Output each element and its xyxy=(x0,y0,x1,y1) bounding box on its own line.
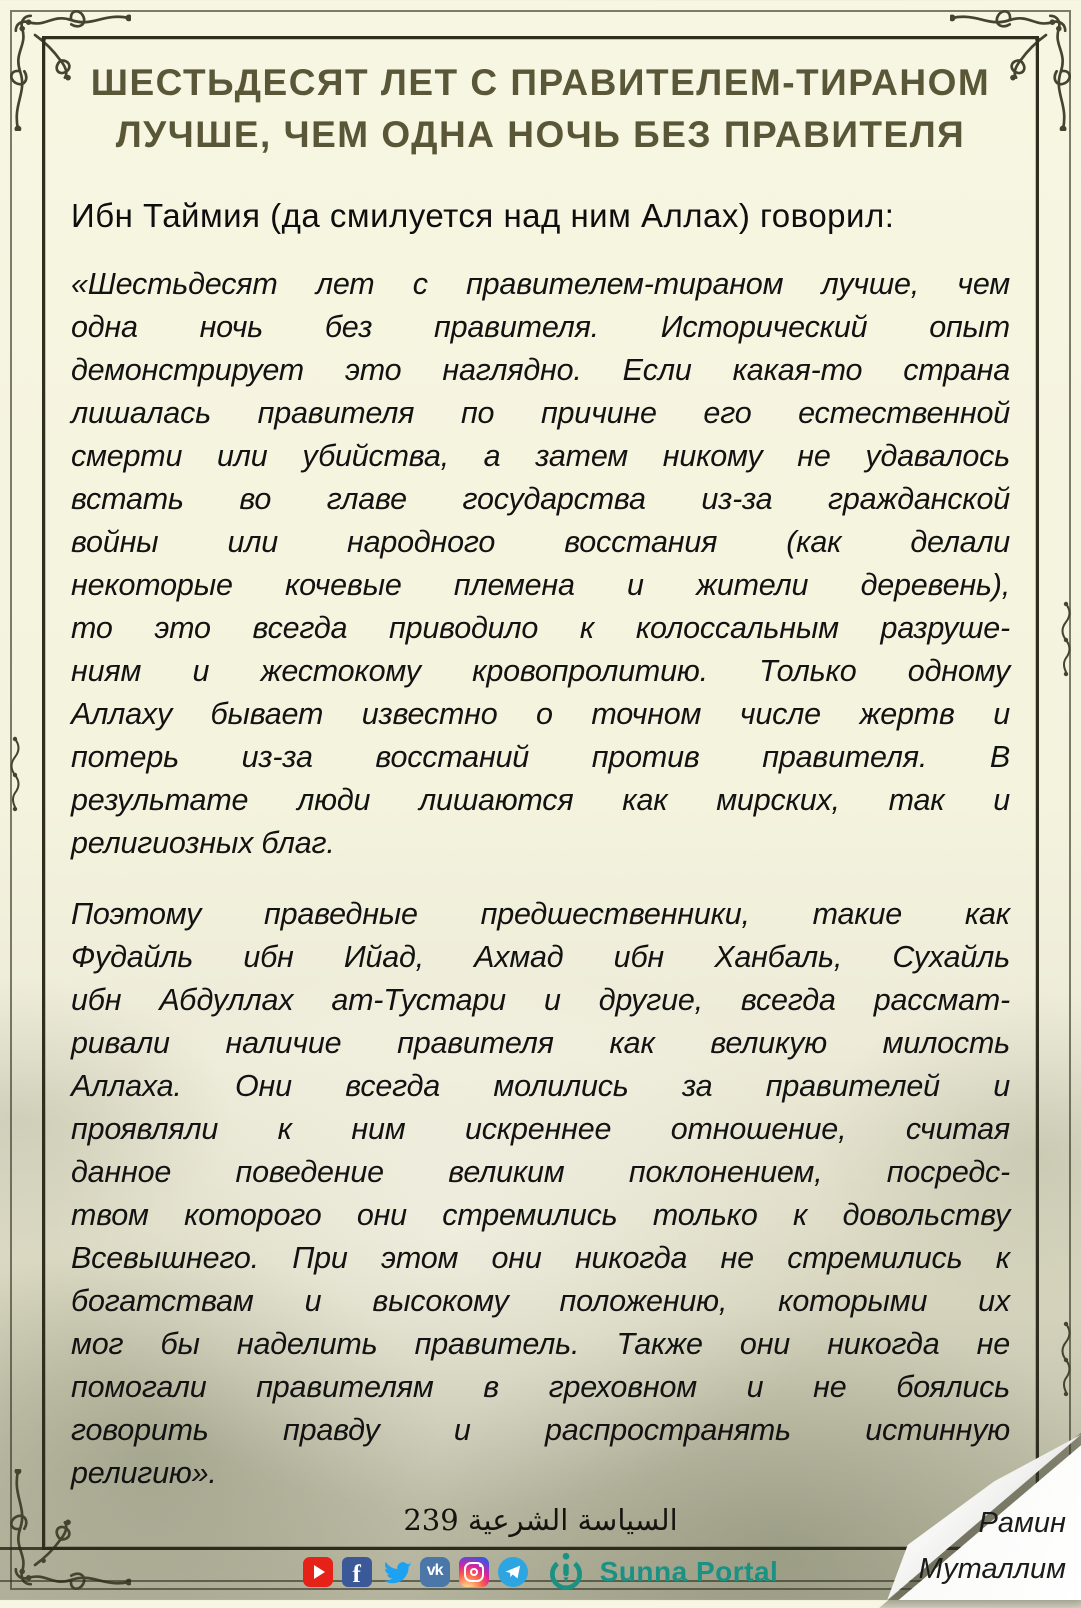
text-line: ибн Абдуллах ат-Тустари и другие, всегда рассмат- xyxy=(71,983,1010,1017)
text-line: Фудайль ибн Ийад, Ахмад ибн Ханбаль, Сухайль xyxy=(71,940,1010,974)
text-line: данное поведение великим поклонением, посредс- xyxy=(71,1155,1010,1189)
text-line: некоторые кочевые племена и жители деревень), xyxy=(71,568,1010,602)
page-title xyxy=(71,57,1010,161)
text-line: войны или народного восстания (как делали xyxy=(71,525,1010,559)
text-line: ШЕСТЬДЕСЯТ ЛЕТ С ПРАВИТЕЛЕМ-ТИРАНОМ xyxy=(90,62,991,103)
text-line: религиозных благ. xyxy=(71,826,335,860)
text-line: Рамин xyxy=(978,1507,1066,1539)
play-glyph xyxy=(314,1565,325,1579)
page-curl xyxy=(853,1388,1081,1600)
text-line: встать во главе государства из-за гражданской xyxy=(71,482,1010,516)
text-line: Поэтому праведные предшественники, такие как xyxy=(71,897,1010,931)
text-line: помогали правителям в греховном и не боялись xyxy=(71,1370,1010,1404)
text-line: демонстрирует это наглядно. Если какая-то страна xyxy=(71,353,1010,387)
text-line: твом которого они стремились только к довольству xyxy=(71,1198,1010,1232)
text-line: то это всегда приводило к колоссальным разруше- xyxy=(71,611,1010,645)
twitter-icon[interactable] xyxy=(381,1557,411,1587)
inner-frame xyxy=(42,36,1039,1550)
sunna-portal-logo-icon[interactable] xyxy=(545,1551,587,1593)
text-line: ЛУЧШЕ, ЧЕМ ОДНА НОЧЬ БЕЗ ПРАВИТЕЛЯ xyxy=(115,114,966,155)
text-line: «Шестьдесят лет с правителем-тираном лучше, чем xyxy=(71,267,1010,301)
edge-ornament-icon xyxy=(1057,600,1075,678)
text-line: говорить правду и распространять истинную xyxy=(71,1413,1010,1447)
brand-name[interactable]: Sunna Portal xyxy=(599,1556,779,1587)
text-line: религию». xyxy=(71,1456,217,1490)
instagram-icon[interactable] xyxy=(459,1557,489,1587)
camera-glyph xyxy=(464,1562,484,1582)
text-line: Аллаха. Они всегда молились за правителей и xyxy=(71,1069,1010,1103)
text-line: Аллаху бывает известно о точном числе жертв и xyxy=(71,697,1010,731)
intro-text: Ибн Таймия (да смилуется над ним Аллах) говорил: xyxy=(71,197,895,234)
text-line: лишалась правителя по причине его естественной xyxy=(71,396,1010,430)
text-line: проявляли к ним искреннее отношение, считая xyxy=(71,1112,1010,1146)
edge-ornament-icon xyxy=(1057,1320,1075,1398)
facebook-icon[interactable] xyxy=(342,1557,372,1587)
source-reference: السياسة الشرعية 239 xyxy=(403,1503,678,1537)
vk-icon[interactable] xyxy=(420,1557,450,1587)
text-line: результате люди лишаются как мирских, так и xyxy=(71,783,1010,817)
youtube-icon[interactable] xyxy=(303,1557,333,1587)
text-line: ривали наличие правителя как великую милость xyxy=(71,1026,1010,1060)
quote-paragraph-1 xyxy=(71,263,1010,865)
text-line: Всевышнего. При этом они никогда не стремились к xyxy=(71,1241,1010,1275)
telegram-icon[interactable] xyxy=(498,1557,528,1587)
text-line: одна ночь без правителя. Исторический опыт xyxy=(71,310,1010,344)
text-line: смерти или убийства, а затем никому не удавалось xyxy=(71,439,1010,473)
edge-ornament-icon xyxy=(6,735,24,813)
text-line: ниям и жестокому кровопролитию. Только одному xyxy=(71,654,1010,688)
text-line: богатствам и высокому положению, которыми их xyxy=(71,1284,1010,1318)
text-line: Муталлим xyxy=(918,1553,1066,1585)
text-line: мог бы наделить правитель. Также они никогда не xyxy=(71,1327,1010,1361)
author-signature xyxy=(919,1500,1066,1592)
text-line: потерь из-за восстаний против правителя. В xyxy=(71,740,1010,774)
